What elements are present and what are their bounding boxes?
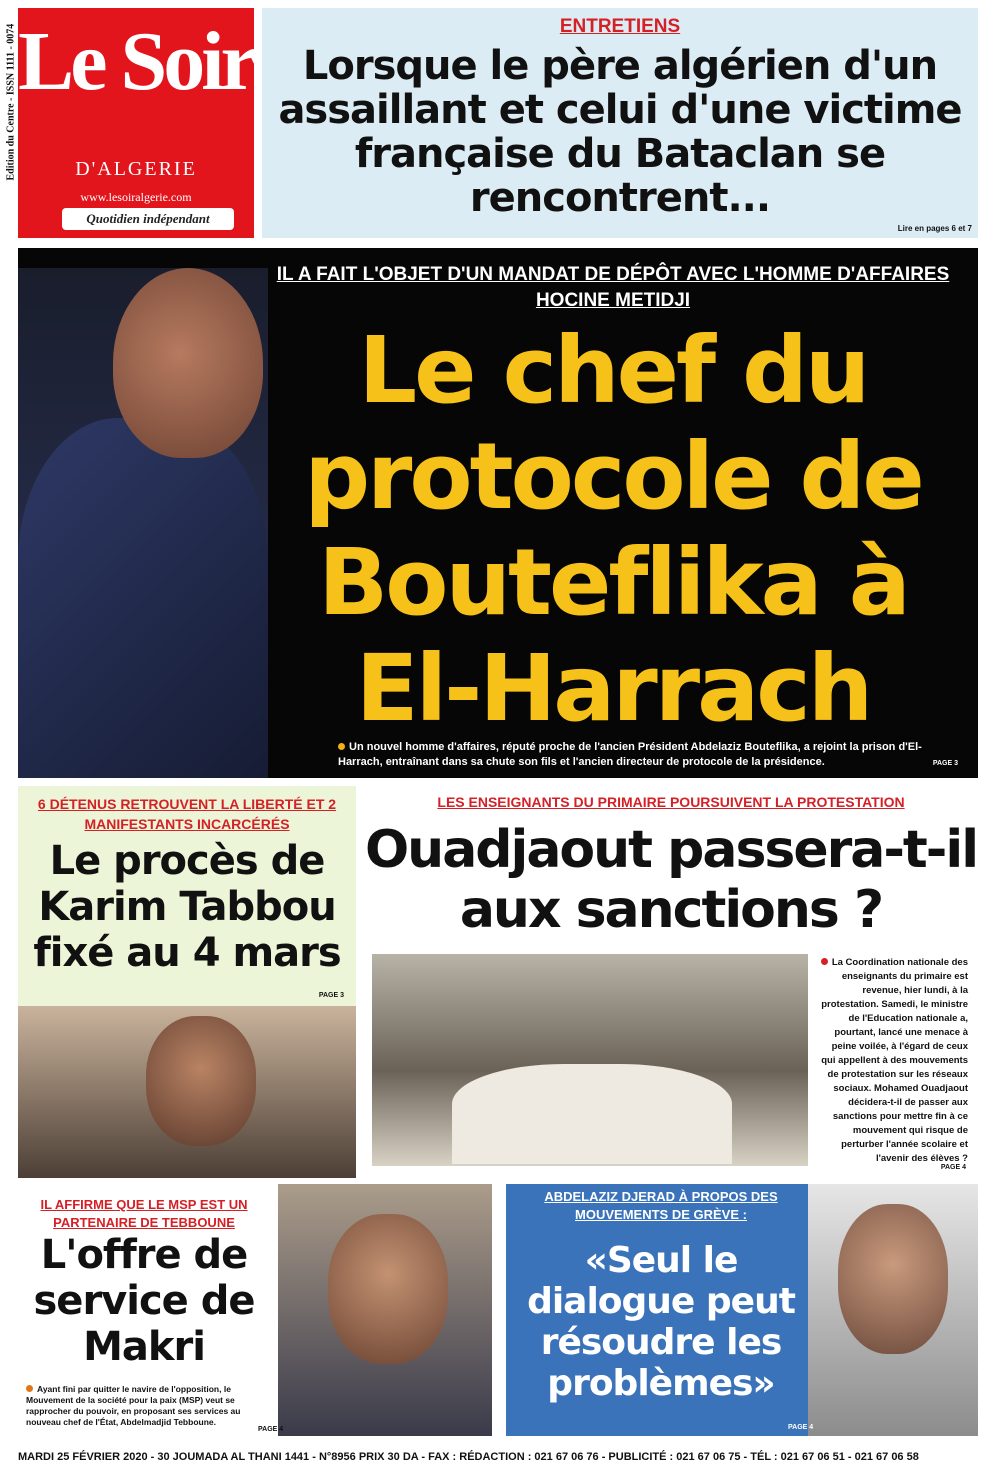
makri-lede-text: Ayant fini par quitter le navire de l'opposition, le Mouvement de la société pour la paix (MSP) veut se rapprocher du pouvoir, en proposant ses services au nouveau chef de l'État, Abdelmadjid Tebboune.: [26, 1384, 241, 1427]
makri-page-ref: PAGE 4: [258, 1426, 284, 1433]
top-story[interactable]: [262, 8, 978, 238]
makri-kicker: IL AFFIRME QUE LE MSP EST UN PARTENAIRE DE TEBBOUNE: [40, 1197, 248, 1230]
lead-photo: [18, 268, 268, 778]
ouadjaout-kicker: LES ENSEIGNANTS DU PRIMAIRE POURSUIVENT LA PROTESTATION: [437, 794, 905, 810]
masthead-tagline: Quotidien indépendant: [62, 208, 234, 230]
lead-story[interactable]: [18, 248, 978, 778]
ouadjaout-story[interactable]: [364, 786, 978, 1178]
bullet-icon: [26, 1385, 33, 1392]
lead-photo-suit: [18, 418, 268, 778]
lead-lede-text: Un nouvel homme d'affaires, réputé proche de l'ancien Président Abdelaziz Bouteflika, a rejoint la prison d'El-Harrach, entraînant dans sa chute son fils et l'ancien directeur de protocole de la présidence.: [338, 741, 922, 768]
bullet-icon: [338, 743, 345, 750]
edition-info: Edition du Centre - ISSN 1111 - 0074: [5, 23, 17, 181]
lead-headline[interactable]: Le chef du protocole de Bouteflika à El-Harrach: [304, 317, 922, 742]
makri-story[interactable]: [18, 1184, 492, 1436]
makri-headline[interactable]: L'offre de service de Makri: [33, 1232, 255, 1370]
djerad-photo: [808, 1184, 978, 1436]
ouadjaout-page-ref: PAGE 4: [940, 1164, 966, 1171]
lead-photo-face: [113, 268, 263, 458]
issue-footer: MARDI 25 FÉVRIER 2020 - 30 JOUMADA AL THANI 1441 - N°8956 PRIX 30 DA - FAX : RÉDACTION : 021 67 06 76 - PUBLICITÉ : 021 67 06 75 - TÉL : 021 67 06 51 - 021 67 06 58: [18, 1451, 919, 1463]
masthead-subtitle: D'ALGERIE: [75, 158, 197, 180]
ouadjaout-photo-crowd: [452, 1064, 732, 1164]
djerad-headline[interactable]: «Seul le dialogue peut résoudre les problèmes»: [527, 1240, 795, 1404]
masthead-logo[interactable]: [18, 8, 254, 238]
ouadjaout-lede-text: La Coordination nationale des enseignants du primaire est revenue, hier lundi, à la protestation. Samedi, le ministre de l'Education nationale a, pourtant, lancé une menace à peine voilée, à l'égard de ceux qui appellent à des mouvements de protestation sur les réseaux sociaux. Mohamed Ouadjaout décidera-t-il de passer aux sanctions pour mettre fin à ce mouvement qui risque de perturber l'année scolaire et l'avenir des élèves ?: [821, 957, 968, 1164]
ouadjaout-headline[interactable]: Ouadjaout passera-t-il aux sanctions ?: [364, 820, 978, 940]
top-story-headline[interactable]: Lorsque le père algérien d'un assaillant et celui d'une victime française du Bataclan se rencontrent...: [278, 43, 962, 221]
makri-photo: [278, 1184, 492, 1436]
lead-page-ref: PAGE 3: [932, 760, 958, 767]
ouadjaout-photo: [372, 954, 808, 1166]
tabbou-kicker: 6 DÉTENUS RETROUVENT LA LIBERTÉ ET 2 MANIFESTANTS INCARCÉRÉS: [37, 796, 337, 832]
bullet-icon: [821, 958, 828, 965]
djerad-kicker: ABDELAZIZ DJERAD À PROPOS DES MOUVEMENTS DE GRÈVE :: [544, 1189, 778, 1222]
tabbou-page-ref: PAGE 3: [318, 992, 344, 999]
tabbou-photo-face: [146, 1016, 256, 1146]
tabbou-photo: [18, 1006, 356, 1178]
ouadjaout-lede: [816, 956, 968, 1166]
masthead-name: Le Soir: [18, 15, 254, 108]
djerad-page-ref: PAGE 4: [788, 1424, 814, 1431]
tabbou-story[interactable]: [18, 786, 356, 1178]
top-story-kicker: ENTRETIENS: [559, 16, 681, 37]
top-story-pages: Lire en pages 6 et 7: [897, 224, 972, 233]
makri-lede: [26, 1384, 274, 1428]
masthead-website[interactable]: www.lesoiralgerie.com: [80, 190, 192, 204]
tabbou-headline[interactable]: Le procès de Karim Tabbou fixé au 4 mars: [33, 838, 341, 976]
djerad-photo-face: [838, 1204, 948, 1354]
lead-lede: [338, 740, 944, 770]
djerad-story[interactable]: [506, 1184, 978, 1436]
makri-photo-face: [328, 1214, 448, 1364]
lead-kicker: IL A FAIT L'OBJET D'UN MANDAT DE DÉPÔT AVEC L'HOMME D'AFFAIRES HOCINE METIDJI: [276, 264, 950, 311]
